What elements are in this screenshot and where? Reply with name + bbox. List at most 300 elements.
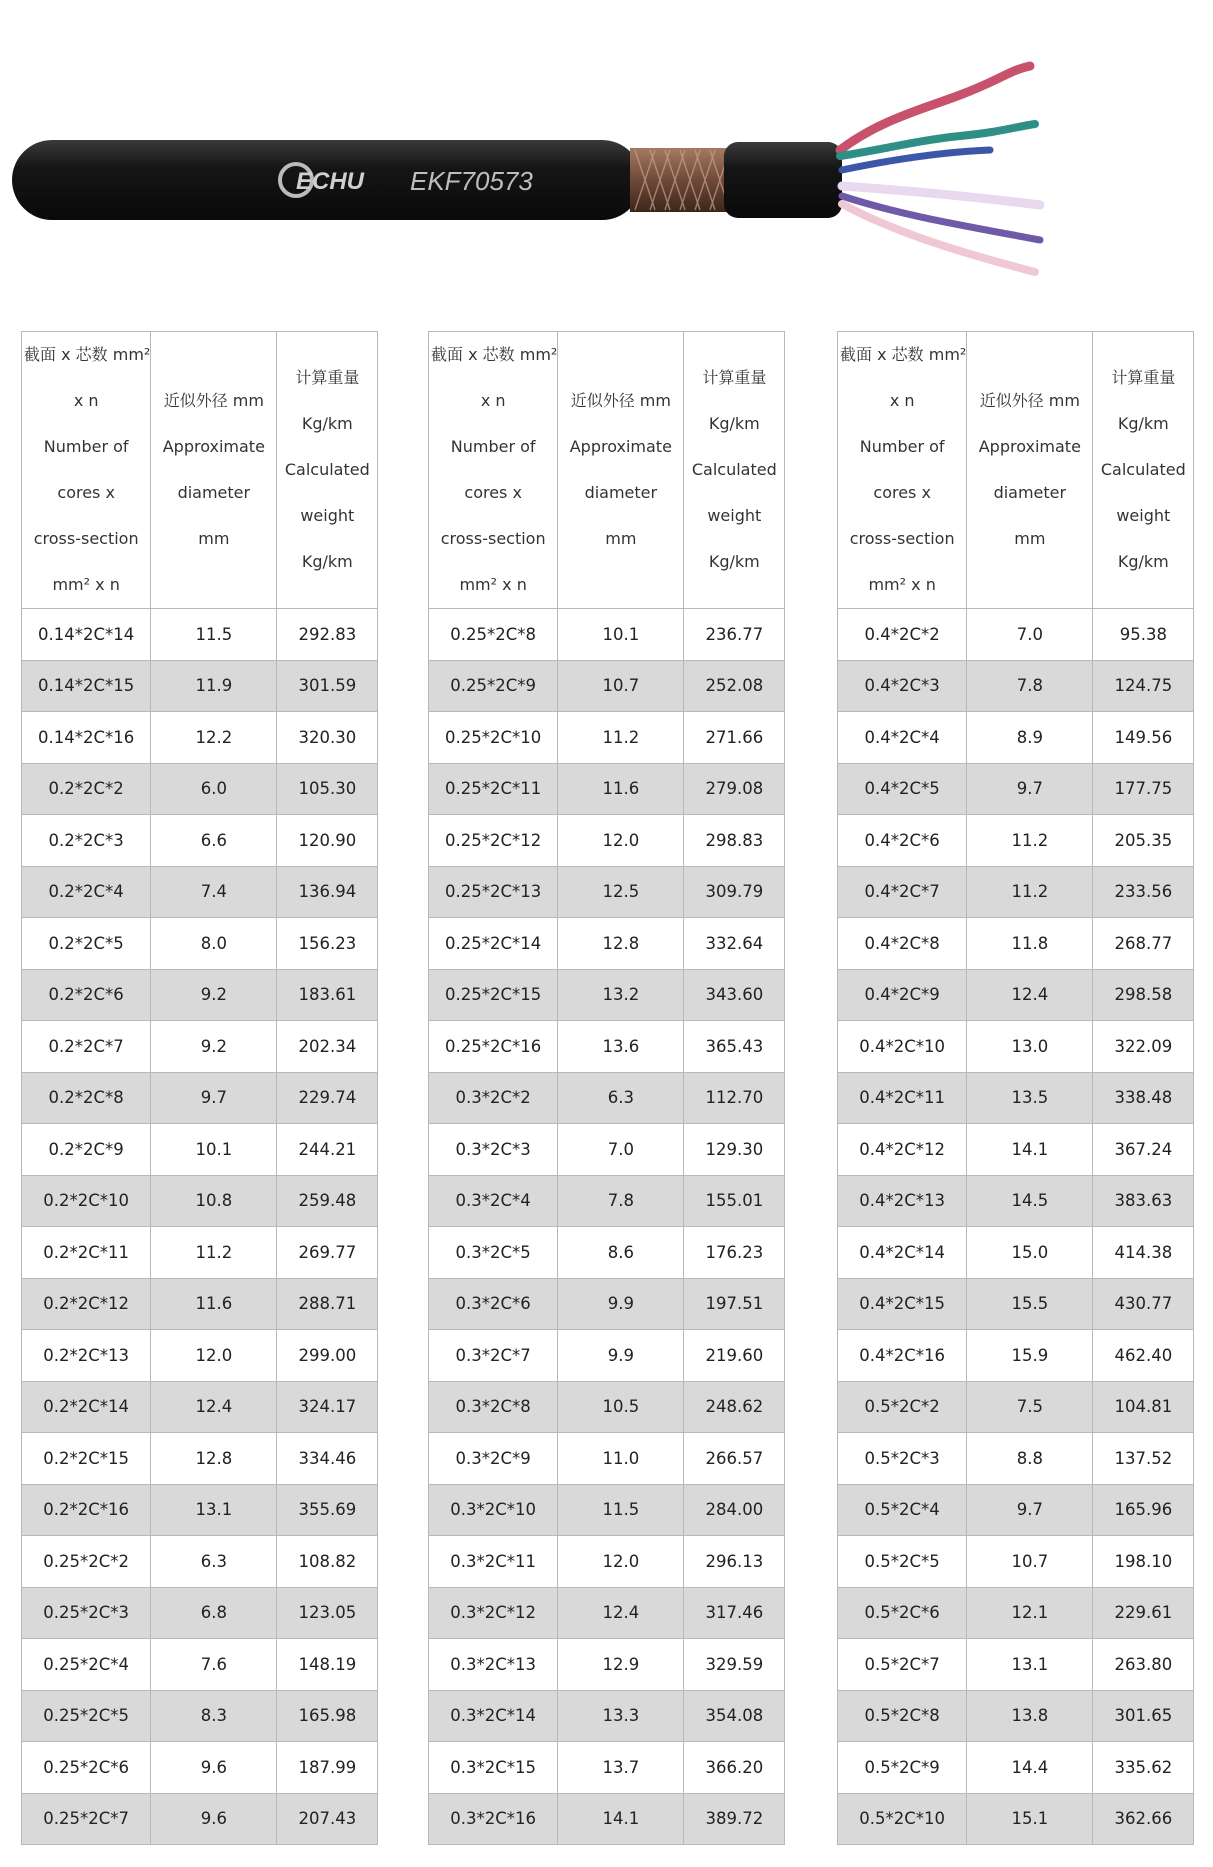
cell-diameter: 11.2 [967,815,1093,867]
cell-cross-section: 0.4*2C*5 [838,763,967,815]
cell-cross-section: 0.5*2C*5 [838,1536,967,1588]
table-row [429,918,785,970]
cell-cross-section: 0.3*2C*2 [429,1072,558,1124]
cell-weight: 288.71 [277,1278,378,1330]
cell-weight: 205.35 [1093,815,1194,867]
cell-cross-section: 0.2*2C*12 [22,1278,151,1330]
cell-cross-section: 0.2*2C*11 [22,1227,151,1279]
table-row [429,660,785,712]
cell-diameter: 7.5 [967,1381,1093,1433]
table-row [838,866,1194,918]
cell-diameter: 13.5 [967,1072,1093,1124]
header-line: 计算重量 [702,368,767,387]
header-line: Calculated [284,460,370,479]
header-line: cross-section [440,529,546,548]
table-row [838,712,1194,764]
cell-weight: 367.24 [1093,1124,1194,1176]
cell-cross-section: 0.3*2C*13 [429,1639,558,1691]
cell-weight: 271.66 [684,712,785,764]
cell-diameter: 14.1 [558,1793,684,1845]
cell-weight: 202.34 [277,1021,378,1073]
table-row [838,815,1194,867]
cell-diameter: 13.3 [558,1690,684,1742]
cable-illustration [0,0,1213,320]
table-row [838,1278,1194,1330]
cell-weight: 299.00 [277,1330,378,1382]
table-row [22,1587,378,1639]
cell-weight: 263.80 [1093,1639,1194,1691]
table-body [22,609,378,1845]
cell-cross-section: 0.5*2C*2 [838,1381,967,1433]
model-text: EKF70573 [410,166,533,196]
table-row [22,609,378,661]
table-row [429,1175,785,1227]
cell-diameter: 11.6 [151,1278,277,1330]
table-row [838,1742,1194,1794]
header-line: 截面 x 芯数 mm² [840,345,967,364]
table-row [429,1433,785,1485]
table-row [22,1227,378,1279]
header-diameter [151,332,277,609]
cell-diameter: 11.2 [558,712,684,764]
spec-table-2 [428,331,785,1845]
cell-weight: 124.75 [1093,660,1194,712]
cell-cross-section: 0.4*2C*12 [838,1124,967,1176]
table-row [838,1793,1194,1845]
cell-cross-section: 0.3*2C*5 [429,1227,558,1279]
cell-diameter: 10.7 [558,660,684,712]
table-row [429,866,785,918]
cell-cross-section: 0.3*2C*16 [429,1793,558,1845]
cell-cross-section: 0.4*2C*13 [838,1175,967,1227]
table-row [429,1536,785,1588]
table-body [429,609,785,1845]
header-line: Approximate [569,437,672,456]
cell-weight: 269.77 [277,1227,378,1279]
table-row [838,1639,1194,1691]
cell-cross-section: 0.4*2C*10 [838,1021,967,1073]
cell-weight: 354.08 [684,1690,785,1742]
cell-weight: 279.08 [684,763,785,815]
header-diameter [967,332,1093,609]
header-line: mm [605,529,637,548]
cell-weight: 389.72 [684,1793,785,1845]
cell-cross-section: 0.4*2C*7 [838,866,967,918]
cell-cross-section: 0.2*2C*6 [22,969,151,1021]
table-row [22,866,378,918]
header-section [429,332,558,609]
table-row [838,1227,1194,1279]
cell-weight: 268.77 [1093,918,1194,970]
cell-diameter: 12.4 [967,969,1093,1021]
table-row [22,1124,378,1176]
header-weight [684,332,785,609]
cell-weight: 137.52 [1093,1433,1194,1485]
table-row [838,1072,1194,1124]
table-row [429,1072,785,1124]
cell-weight: 108.82 [277,1536,378,1588]
table-row [429,1793,785,1845]
cell-diameter: 10.1 [558,609,684,661]
table-row [22,1793,378,1845]
header-line: Number of [859,437,945,456]
cell-cross-section: 0.3*2C*12 [429,1587,558,1639]
cell-diameter: 13.6 [558,1021,684,1073]
cell-cross-section: 0.3*2C*9 [429,1433,558,1485]
header-line: Approximate [162,437,265,456]
cell-cross-section: 0.2*2C*15 [22,1433,151,1485]
cell-diameter: 9.6 [151,1793,277,1845]
cell-diameter: 9.7 [967,1484,1093,1536]
table-row [22,815,378,867]
header-line: 近似外径 mm [570,391,671,410]
cell-cross-section: 0.3*2C*15 [429,1742,558,1794]
cell-cross-section: 0.3*2C*4 [429,1175,558,1227]
cell-weight: 233.56 [1093,866,1194,918]
header-line: weight [1116,506,1171,525]
cell-cross-section: 0.2*2C*7 [22,1021,151,1073]
header-line: Calculated [1100,460,1186,479]
cell-cross-section: 0.4*2C*4 [838,712,967,764]
cell-weight: 183.61 [277,969,378,1021]
cell-weight: 338.48 [1093,1072,1194,1124]
table-row [838,1175,1194,1227]
header-line: cores x [464,483,522,502]
header-line: 计算重量 [295,368,360,387]
cell-diameter: 12.0 [558,1536,684,1588]
cell-diameter: 6.8 [151,1587,277,1639]
table-row [429,815,785,867]
cell-cross-section: 0.3*2C*11 [429,1536,558,1588]
cell-diameter: 12.8 [151,1433,277,1485]
cell-diameter: 7.8 [558,1175,684,1227]
cell-weight: 301.65 [1093,1690,1194,1742]
cell-weight: 362.66 [1093,1793,1194,1845]
header-line: Number of [450,437,536,456]
cell-cross-section: 0.4*2C*8 [838,918,967,970]
cell-diameter: 13.2 [558,969,684,1021]
cell-diameter: 8.6 [558,1227,684,1279]
cell-diameter: 10.5 [558,1381,684,1433]
cell-diameter: 12.9 [558,1639,684,1691]
cell-weight: 149.56 [1093,712,1194,764]
cell-cross-section: 0.3*2C*10 [429,1484,558,1536]
spec-table-1 [21,331,378,1845]
header-line: Kg/km [1117,414,1169,433]
table-row [429,969,785,1021]
cell-diameter: 8.9 [967,712,1093,764]
cell-cross-section: 0.14*2C*15 [22,660,151,712]
cell-weight: 298.58 [1093,969,1194,1021]
table-row [429,763,785,815]
cell-cross-section: 0.2*2C*5 [22,918,151,970]
header-line: Kg/km [301,552,353,571]
header-line: x n [480,391,506,410]
cell-diameter: 11.8 [967,918,1093,970]
table-row [838,1587,1194,1639]
cell-diameter: 11.6 [558,763,684,815]
header-line: cores x [57,483,115,502]
cell-diameter: 7.8 [967,660,1093,712]
cell-weight: 259.48 [277,1175,378,1227]
cell-weight: 219.60 [684,1330,785,1382]
cell-cross-section: 0.25*2C*8 [429,609,558,661]
cell-diameter: 6.0 [151,763,277,815]
cell-diameter: 6.3 [558,1072,684,1124]
header-line: cores x [873,483,931,502]
table-row [838,1433,1194,1485]
table-row [429,1124,785,1176]
table-row [429,1639,785,1691]
cell-cross-section: 0.2*2C*3 [22,815,151,867]
cell-cross-section: 0.2*2C*10 [22,1175,151,1227]
table-row [22,1639,378,1691]
table-row [22,763,378,815]
table-row [838,1381,1194,1433]
cell-cross-section: 0.3*2C*7 [429,1330,558,1382]
cell-weight: 229.61 [1093,1587,1194,1639]
brand-text: ECHU [296,168,365,195]
table-row [22,1484,378,1536]
cell-weight: 198.10 [1093,1536,1194,1588]
cell-cross-section: 0.4*2C*16 [838,1330,967,1382]
cell-weight: 383.63 [1093,1175,1194,1227]
cell-weight: 176.23 [684,1227,785,1279]
cell-cross-section: 0.25*2C*3 [22,1587,151,1639]
table-row [429,609,785,661]
cell-diameter: 10.1 [151,1124,277,1176]
table-row [22,1021,378,1073]
cell-diameter: 7.6 [151,1639,277,1691]
table-row [838,1021,1194,1073]
cell-cross-section: 0.3*2C*6 [429,1278,558,1330]
table-row [429,1330,785,1382]
cell-diameter: 7.0 [558,1124,684,1176]
table-row [838,1124,1194,1176]
cell-diameter: 13.1 [967,1639,1093,1691]
cell-weight: 123.05 [277,1587,378,1639]
table-row [838,1330,1194,1382]
cell-cross-section: 0.5*2C*4 [838,1484,967,1536]
cell-weight: 366.20 [684,1742,785,1794]
cell-diameter: 14.4 [967,1742,1093,1794]
table-row [429,1690,785,1742]
table-row [838,1484,1194,1536]
cell-cross-section: 0.5*2C*7 [838,1639,967,1691]
cell-weight: 301.59 [277,660,378,712]
cell-weight: 322.09 [1093,1021,1194,1073]
table-row [838,1536,1194,1588]
cell-weight: 104.81 [1093,1381,1194,1433]
cell-cross-section: 0.14*2C*14 [22,609,151,661]
cell-diameter: 15.0 [967,1227,1093,1279]
header-line: diameter [584,483,658,502]
cell-diameter: 11.0 [558,1433,684,1485]
cell-weight: 136.94 [277,866,378,918]
header-section [22,332,151,609]
cell-weight: 335.62 [1093,1742,1194,1794]
cell-diameter: 12.0 [151,1330,277,1382]
table-row [22,1536,378,1588]
cell-weight: 334.46 [277,1433,378,1485]
cell-diameter: 6.6 [151,815,277,867]
cell-diameter: 9.2 [151,1021,277,1073]
header-line: Number of [43,437,129,456]
cable-product-image [0,0,1213,320]
header-line: 截面 x 芯数 mm² [24,345,151,364]
table-row [22,1072,378,1124]
table-row [838,918,1194,970]
table-row [22,660,378,712]
table-row [22,1278,378,1330]
cell-weight: 155.01 [684,1175,785,1227]
table-header-row [838,332,1194,609]
cell-cross-section: 0.25*2C*2 [22,1536,151,1588]
cell-cross-section: 0.4*2C*11 [838,1072,967,1124]
cell-diameter: 13.8 [967,1690,1093,1742]
cell-weight: 296.13 [684,1536,785,1588]
table-header-row [429,332,785,609]
table-row [429,1227,785,1279]
cell-cross-section: 0.2*2C*16 [22,1484,151,1536]
cell-diameter: 14.5 [967,1175,1093,1227]
header-line: Kg/km [708,552,760,571]
table-row [22,918,378,970]
cell-diameter: 11.5 [558,1484,684,1536]
table-row [22,712,378,764]
cell-weight: 105.30 [277,763,378,815]
cell-weight: 112.70 [684,1072,785,1124]
cell-diameter: 13.0 [967,1021,1093,1073]
header-line: 截面 x 芯数 mm² [431,345,558,364]
table-row [22,1433,378,1485]
cell-cross-section: 0.4*2C*15 [838,1278,967,1330]
cell-cross-section: 0.2*2C*4 [22,866,151,918]
cell-cross-section: 0.4*2C*6 [838,815,967,867]
cell-diameter: 8.0 [151,918,277,970]
cell-weight: 266.57 [684,1433,785,1485]
cell-diameter: 10.7 [967,1536,1093,1588]
cell-weight: 165.98 [277,1690,378,1742]
table-row [22,1175,378,1227]
cell-diameter: 13.1 [151,1484,277,1536]
cell-diameter: 8.3 [151,1690,277,1742]
cell-cross-section: 0.2*2C*2 [22,763,151,815]
cell-cross-section: 0.3*2C*14 [429,1690,558,1742]
table-row [429,1587,785,1639]
table-row [429,1484,785,1536]
header-line: x n [889,391,915,410]
cell-weight: 324.17 [277,1381,378,1433]
cell-cross-section: 0.25*2C*4 [22,1639,151,1691]
cell-diameter: 12.2 [151,712,277,764]
cell-cross-section: 0.2*2C*8 [22,1072,151,1124]
cell-diameter: 15.1 [967,1793,1093,1845]
header-line: weight [707,506,762,525]
cell-cross-section: 0.25*2C*5 [22,1690,151,1742]
table-row [22,1330,378,1382]
cell-weight: 148.19 [277,1639,378,1691]
table-row [838,609,1194,661]
cell-cross-section: 0.25*2C*12 [429,815,558,867]
cell-weight: 165.96 [1093,1484,1194,1536]
cell-cross-section: 0.5*2C*10 [838,1793,967,1845]
cell-diameter: 14.1 [967,1124,1093,1176]
cell-weight: 187.99 [277,1742,378,1794]
cell-weight: 177.75 [1093,763,1194,815]
cell-diameter: 9.9 [558,1278,684,1330]
cell-weight: 365.43 [684,1021,785,1073]
cell-weight: 129.30 [684,1124,785,1176]
cell-cross-section: 0.4*2C*14 [838,1227,967,1279]
cell-diameter: 12.4 [558,1587,684,1639]
header-line: cross-section [33,529,139,548]
table-row [838,969,1194,1021]
cell-diameter: 9.9 [558,1330,684,1382]
header-line: 近似外径 mm [979,391,1080,410]
cell-diameter: 8.8 [967,1433,1093,1485]
cell-cross-section: 0.25*2C*16 [429,1021,558,1073]
cell-weight: 207.43 [277,1793,378,1845]
header-diameter [558,332,684,609]
cell-weight: 317.46 [684,1587,785,1639]
header-line: 近似外径 mm [163,391,264,410]
cell-diameter: 11.9 [151,660,277,712]
cell-weight: 414.38 [1093,1227,1194,1279]
cell-cross-section: 0.4*2C*2 [838,609,967,661]
header-line: Kg/km [301,414,353,433]
cell-cross-section: 0.25*2C*13 [429,866,558,918]
cell-weight: 329.59 [684,1639,785,1691]
header-line: mm² x n [52,575,120,594]
header-line: mm [1014,529,1046,548]
cell-cross-section: 0.25*2C*6 [22,1742,151,1794]
cell-weight: 252.08 [684,660,785,712]
header-line: 计算重量 [1111,368,1176,387]
cell-diameter: 11.2 [151,1227,277,1279]
table-row [429,1278,785,1330]
cell-weight: 95.38 [1093,609,1194,661]
header-line: Approximate [978,437,1081,456]
cell-diameter: 12.4 [151,1381,277,1433]
header-section [838,332,967,609]
cell-diameter: 12.5 [558,866,684,918]
cell-cross-section: 0.2*2C*9 [22,1124,151,1176]
cell-cross-section: 0.3*2C*3 [429,1124,558,1176]
table-row [22,1690,378,1742]
cell-diameter: 9.6 [151,1742,277,1794]
cell-cross-section: 0.5*2C*3 [838,1433,967,1485]
cell-weight: 332.64 [684,918,785,970]
cell-diameter: 12.1 [967,1587,1093,1639]
table-row [22,1381,378,1433]
header-line: weight [300,506,355,525]
cell-weight: 320.30 [277,712,378,764]
cell-cross-section: 0.25*2C*7 [22,1793,151,1845]
header-weight [277,332,378,609]
cell-diameter: 9.7 [151,1072,277,1124]
header-line: Kg/km [1117,552,1169,571]
cell-weight: 462.40 [1093,1330,1194,1382]
cell-diameter: 15.9 [967,1330,1093,1382]
cell-weight: 292.83 [277,609,378,661]
table-row [22,969,378,1021]
cell-cross-section: 0.25*2C*15 [429,969,558,1021]
cell-cross-section: 0.25*2C*14 [429,918,558,970]
table-row [429,1381,785,1433]
cell-weight: 236.77 [684,609,785,661]
cell-weight: 430.77 [1093,1278,1194,1330]
